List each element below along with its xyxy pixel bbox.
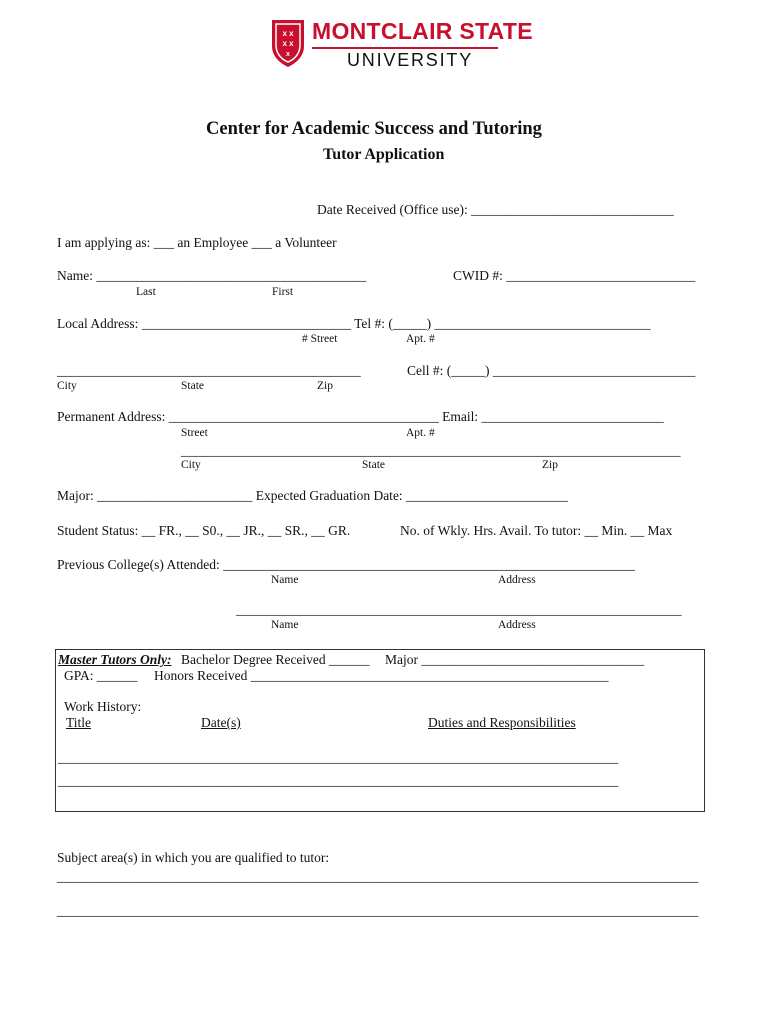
zip-label: Zip	[317, 380, 333, 392]
bachelor-degree-field[interactable]: Bachelor Degree Received ______	[181, 652, 370, 667]
subject-areas-line[interactable]: _______________________________________________________________________________________________	[57, 869, 699, 884]
page-subtitle: Tutor Application	[323, 146, 445, 163]
work-history-label: Work History:	[64, 699, 142, 714]
cell-field[interactable]: Cell #: (_____) ______________________________	[407, 363, 696, 378]
local-address-field[interactable]: Local Address: _______________________________ Tel #: (_____) ________________________________	[57, 316, 651, 331]
permanent-address-line2[interactable]: __________________________________________________________________________	[181, 443, 681, 458]
local-street-label: # Street	[302, 333, 338, 345]
svg-text:x x: x x	[282, 29, 294, 38]
city-state-zip-field[interactable]: _____________________________________________	[57, 363, 361, 378]
permanent-address-field[interactable]: Permanent Address: ________________________________________ Email: ___________________________	[57, 409, 664, 424]
previous-college-line2[interactable]: __________________________________________________________________	[236, 602, 682, 617]
student-status-field[interactable]: Student Status: __ FR., __ S0., __ JR., __ SR., __ GR.	[57, 523, 351, 538]
name-first-label: First	[272, 286, 294, 298]
perm-city-label: City	[181, 459, 201, 471]
page-title: Center for Academic Success and Tutoring	[206, 119, 542, 139]
prev2-name-label: Name	[271, 619, 299, 631]
subject-areas-label: Subject area(s) in which you are qualified to tutor:	[57, 850, 330, 865]
gpa-field[interactable]: GPA: ______	[64, 668, 138, 683]
svg-text:x: x	[286, 51, 290, 58]
perm-zip-label: Zip	[542, 459, 558, 471]
svg-text:x x: x x	[282, 39, 294, 48]
prev-name-label: Name	[271, 574, 299, 586]
name-last-label: Last	[136, 286, 156, 298]
state-label: State	[181, 380, 204, 392]
name-field[interactable]: Name: ________________________________________	[57, 268, 367, 283]
major-graduation-field[interactable]: Major: _______________________ Expected Graduation Date: ________________________	[57, 488, 569, 503]
master-tutors-label: Master Tutors Only:	[58, 652, 172, 667]
subject-areas-line[interactable]: _______________________________________________________________________________________________	[57, 903, 699, 918]
column-title-header: Title	[66, 715, 92, 730]
weekly-hours-field[interactable]: No. of Wkly. Hrs. Avail. To tutor: __ Min. __ Max	[400, 523, 673, 538]
local-apt-label: Apt. #	[406, 333, 435, 345]
prev2-address-label: Address	[498, 619, 536, 631]
work-history-line[interactable]: ___________________________________________________________________________________	[58, 773, 619, 788]
date-received-field[interactable]: Date Received (Office use): ______________________________	[317, 202, 674, 217]
master-major-field[interactable]: Major _________________________________	[385, 652, 645, 667]
perm-street-label: Street	[181, 427, 208, 439]
honors-field[interactable]: Honors Received _____________________________________________________	[154, 668, 609, 683]
column-dates-header: Date(s)	[201, 715, 241, 730]
city-label: City	[57, 380, 77, 392]
prev-address-label: Address	[498, 574, 536, 586]
applying-as-field[interactable]: I am applying as: ___ an Employee ___ a Volunteer	[57, 235, 337, 250]
cwid-field[interactable]: CWID #: ____________________________	[453, 268, 696, 283]
logo-divider	[312, 47, 498, 49]
logo-subtitle: UNIVERSITY	[347, 50, 474, 70]
work-history-line[interactable]: ___________________________________________________________________________________	[58, 750, 619, 765]
perm-state-label: State	[362, 459, 385, 471]
perm-apt-label: Apt. #	[406, 427, 435, 439]
previous-college-field[interactable]: Previous College(s) Attended: _____________________________________________________________	[57, 557, 635, 572]
logo-name: MONTCLAIR STATE	[312, 18, 533, 44]
column-duties-header: Duties and Responsibilities	[428, 715, 576, 730]
shield-icon	[270, 18, 306, 68]
